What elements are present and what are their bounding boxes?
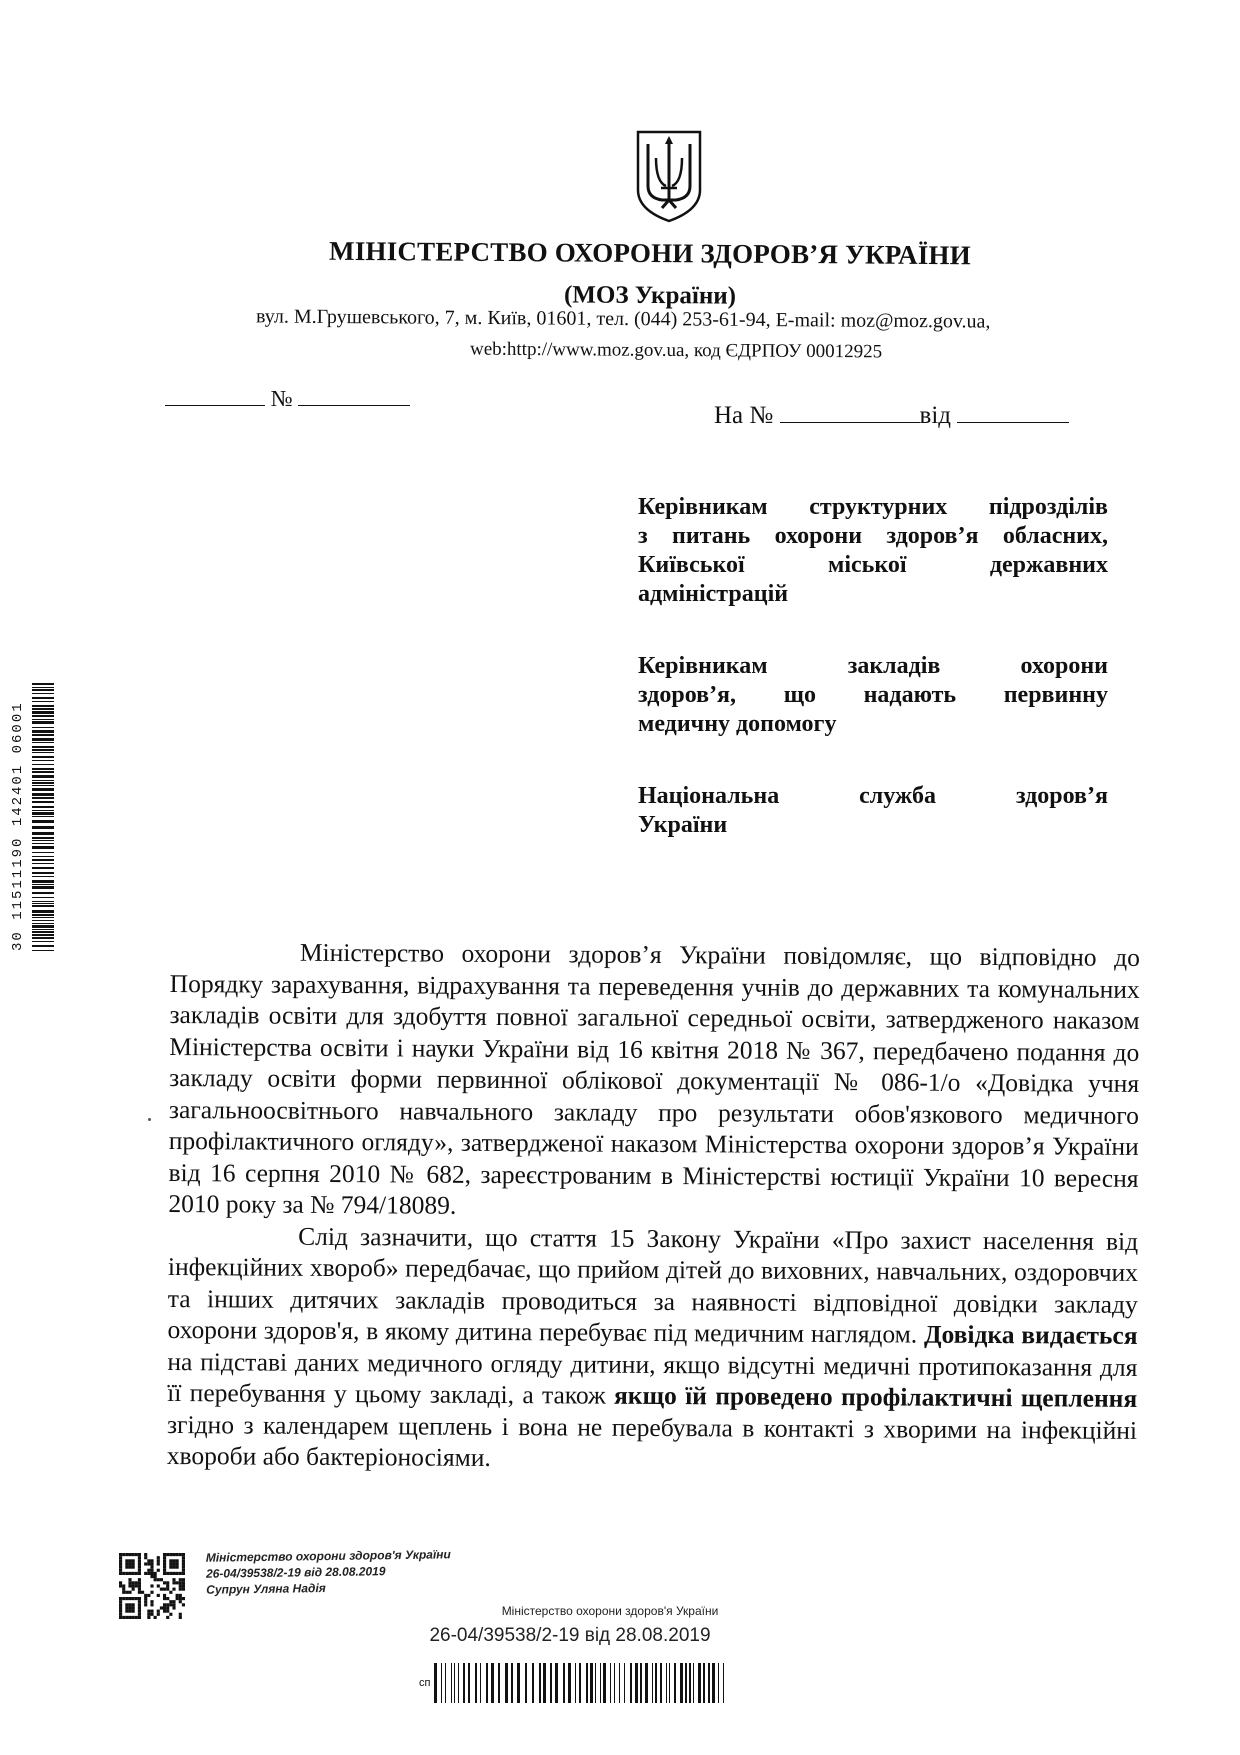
registration-stamp-left — [206, 1546, 452, 1597]
address-line-2: web:http://www.moz.gov.ua, код ЄДРПОУ 00012925 — [469, 338, 883, 363]
stamp-ministry: Міністерство охорони здоров'я України — [205, 1547, 451, 1565]
outgoing-date-blank — [165, 383, 265, 406]
side-barcode — [32, 683, 54, 951]
outgoing-number-blank — [298, 383, 410, 406]
addressee-line: Керівникам закладів охорони — [638, 653, 1108, 679]
stamp-registration-number: 26-04/39538/2-19 від 28.08.2019 — [205, 1564, 386, 1581]
addressee-line: Національна служба здоров’я — [638, 783, 1108, 809]
incoming-number-blank — [780, 400, 920, 423]
addressee-line: Керівникам структурних підрозділів — [638, 494, 1108, 520]
body-paragraph-2 — [167, 1219, 1139, 1477]
incoming-reference — [714, 400, 1069, 430]
addressee-line: здоров’я, що надають первинну — [638, 682, 1108, 708]
incoming-date-blank — [957, 400, 1069, 423]
addressee-line: Київської міської державних — [638, 552, 1108, 578]
body-text-run: згідно з календарем щеплень і вона не перебувала в контакті з хворими на інфекційні хвороби або бактеріоносіями. — [166, 1409, 1138, 1472]
body-text-run: Слід зазначити, що стаття 15 Закону України «Про захист населення від інфекційних хвороб» передбачає, що прийом дітей до виховних, навчальних, оздоровчих та інших дитячих закладів проводиться за наявності відповідної довідки закладу охорони здоров'я, в якому дитина перебуває під медичним наглядом. — [167, 1221, 1139, 1349]
body-text-run: на підставі даних медичного огляду дитини, якщо відсутні медичні протипоказання для її перебування у цьому закладі, а також — [167, 1346, 1138, 1410]
outgoing-reference — [165, 383, 410, 412]
addressee-block-3 — [638, 782, 1108, 840]
addressee-line: України — [638, 812, 728, 838]
addressee-block-2 — [638, 652, 1108, 739]
body-bold-run: якщо їй проведено профілактичні щеплення — [613, 1380, 1138, 1413]
outgoing-number-label: № — [270, 386, 293, 411]
qr-code-icon — [119, 1553, 185, 1619]
stamp-signer: Супрун Уляна Надія — [206, 1581, 326, 1597]
letter-body — [167, 936, 1140, 1477]
scan-speck — [148, 1118, 151, 1121]
bottom-barcode — [434, 1663, 724, 1703]
addressee-line: адміністрацій — [638, 581, 789, 607]
trident-emblem-icon — [634, 128, 704, 224]
addressee-line: з питань охорони здоров’я обласних, — [638, 523, 1108, 549]
addressee-line: медичну допомогу — [638, 711, 837, 737]
body-bold-run: Довідка видається — [923, 1319, 1138, 1350]
bottom-stamp-ministry: Міністерство охорони здоров'я України — [501, 1604, 719, 1618]
address-line-1: вул. М.Грушевського, 7, м. Київ, 01601, тел. (044) 253-61-94, E-mail: moz@moz.gov.ua, — [255, 305, 991, 333]
bottom-stamp-registration-number: 26-04/39538/2-19 від 28.08.2019 — [429, 1625, 711, 1646]
bottom-barcode-prefix: сп — [419, 1677, 431, 1689]
ministry-name: МІНІСТЕРСТВО ОХОРОНИ ЗДОРОВ’Я УКРАЇНИ — [328, 235, 972, 271]
ministry-short-name: (МОЗ України) — [563, 281, 737, 310]
addressee-block-1 — [638, 493, 1108, 609]
incoming-number-label: На № — [714, 402, 774, 429]
side-barcode-digits: 30 11511190 142401 06001 — [10, 701, 26, 951]
incoming-date-label: від — [919, 402, 951, 429]
body-paragraph-1: Міністерство охорони здоров’я України повідомляє, що відповідно до Порядку зарахування, відрахування та переведення учнів до державних та комунальних закладів освіти для здобуття повної загальної середньої освіти, затвердженого наказом Міністерства освіти і науки України від 16 квітня 2018 № 367, передбачено подання до закладу освіти форми первинної облікової документації № 086-1/о «Довідка учня загальноосвітнього навчального закладу про результати обов'язкового медичного профілактичного огляду», затвердженої наказом Міністерства охорони здоров’я України від 16 серпня 2010 № 682, зареєстрованим в Міністерстві юстиції України 10 вересня 2010 року за № 794/18089. — [168, 937, 1140, 1220]
